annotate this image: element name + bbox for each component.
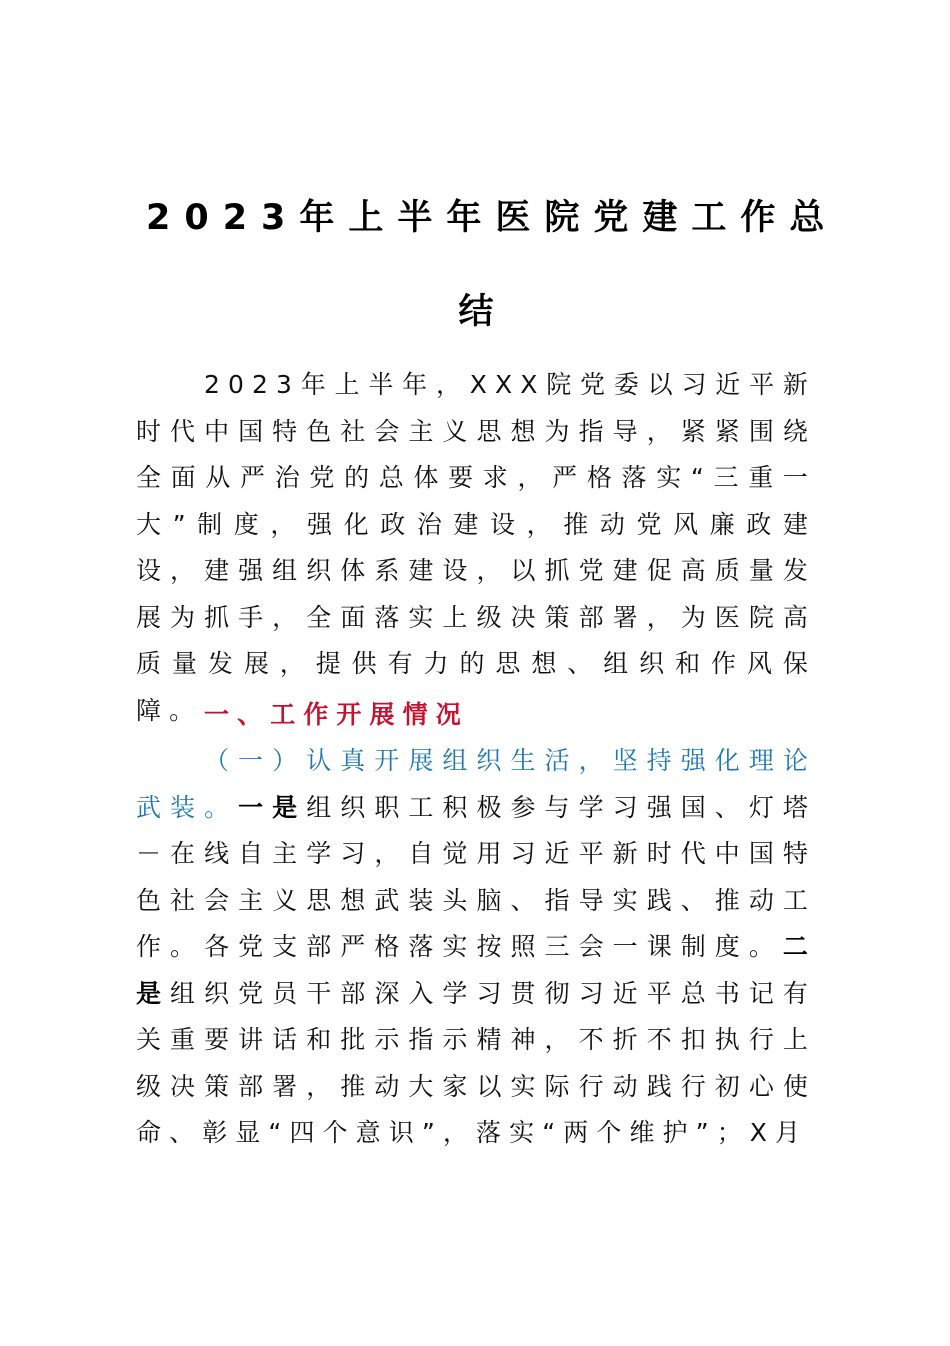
section-heading-work-progress: 一、工作开展情况	[204, 700, 469, 729]
point-2-lead: 二是	[136, 932, 816, 1008]
document-title-line-2: 结	[458, 292, 494, 332]
document-title-line-1: 2023年上半年医院党建工作总	[146, 198, 839, 238]
subsection-heading: （一）认真开展组织生活，坚持强化理论武装。	[136, 746, 816, 822]
point-1-lead: 一是	[238, 792, 307, 822]
point-2-text: 组织党员干部深入学习贯彻习近平总书记有关重要讲话和批示指示精神，不折不扣执行上级决策部署，推动大家以实际行动践行初心使命、彰显“四个意识”，落实“两个维护”；X月	[136, 978, 816, 1147]
section-1-paragraph	[136, 738, 816, 1157]
intro-paragraph: 2023年上半年，XXX院党委以习近平新时代中国特色社会主义思想为指导，紧紧围绕全面从严治党的总体要求，严格落实“三重一大”制度，强化政治建设，推动党风廉政建设，建强组织体系建设，以抓党建促高质量发展为抓手，全面落实上级决策部署，为医院高质量发展，提供有力的思想、组织和作风保障。	[136, 370, 816, 725]
point-1-text: 组织职工积极参与学习强国、灯塔－在线自主学习，自觉用习近平新时代中国特色社会主义思想武装头脑、指导实践、推动工作。各党支部严格落实按照三会一课制度。	[136, 792, 816, 961]
